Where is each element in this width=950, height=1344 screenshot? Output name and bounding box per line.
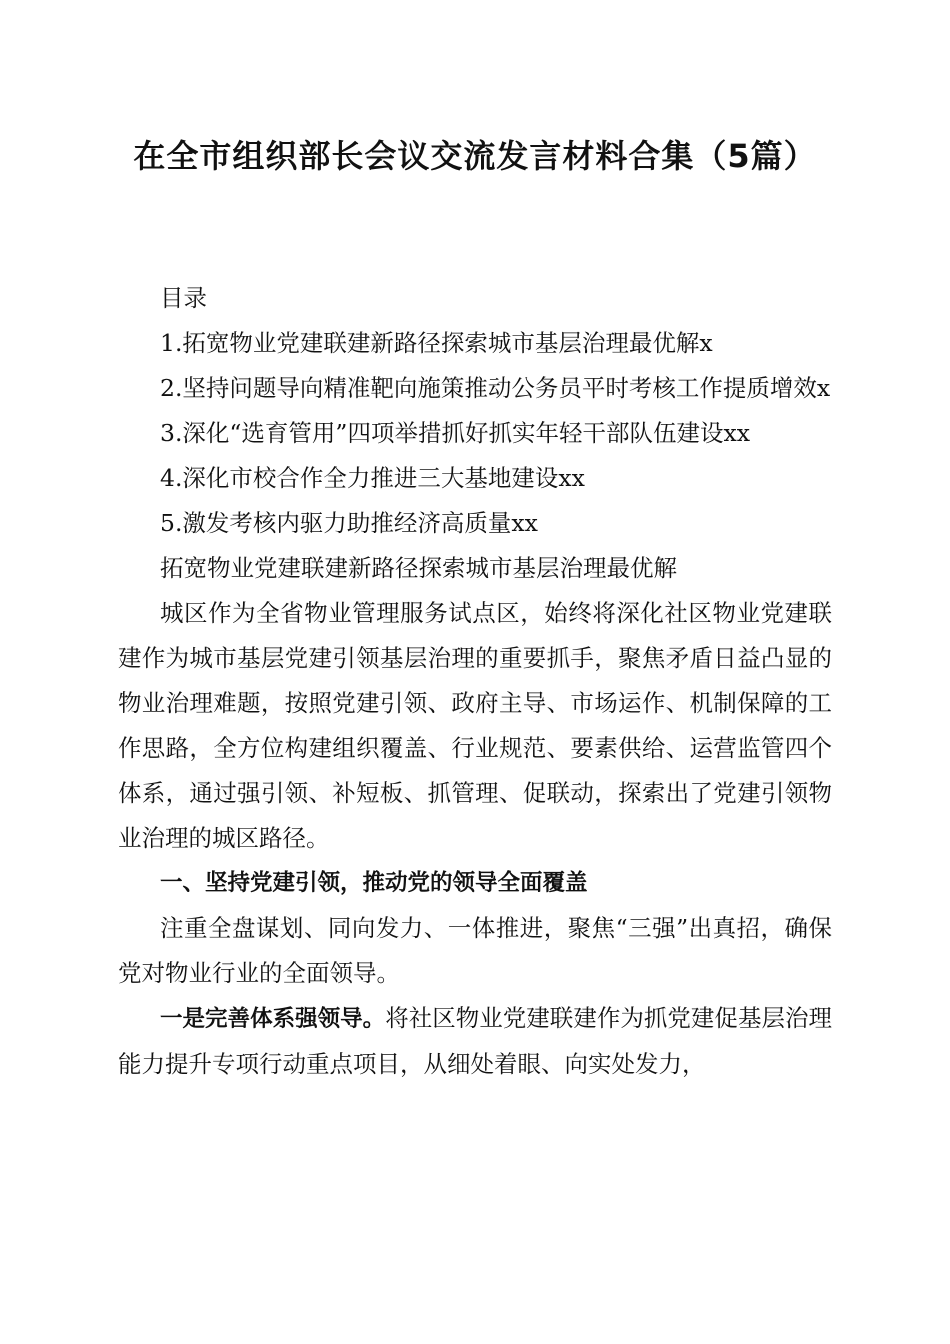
point-text-1: 将社区物业党建联建作为抓党建促基层治理能力提升专项行动重点项目，从细处着眼、向实处发力， bbox=[118, 1004, 832, 1078]
point-paragraph-1 bbox=[118, 996, 832, 1087]
section-heading-1: 一、坚持党建引领，推动党的领导全面覆盖 bbox=[160, 870, 588, 896]
document-title: 在全市组织部长会议交流发言材料合集（5篇） bbox=[133, 137, 817, 175]
article-title: 拓宽物业党建联建新路径探索城市基层治理最优解 bbox=[160, 554, 677, 582]
document-body bbox=[118, 276, 832, 1087]
toc-item-3: 3.深化“选育管用”四项举措抓好抓实年轻干部队伍建设xx bbox=[160, 419, 750, 447]
toc-label: 目录 bbox=[160, 284, 207, 312]
section-paragraph-1: 注重全盘谋划、同向发力、一体推进，聚焦“三强”出真招，确保党对物业行业的全面领导。 bbox=[118, 914, 832, 987]
toc-item-2: 2.坚持问题导向精准靶向施策推动公务员平时考核工作提质增效x bbox=[160, 374, 831, 402]
toc-item-5: 5.激发考核内驱力助推经济高质量xx bbox=[160, 509, 538, 537]
intro-paragraph: 城区作为全省物业管理服务试点区，始终将深化社区物业党建联建作为城市基层党建引领基层治理的重要抓手，聚焦矛盾日益凸显的物业治理难题，按照党建引领、政府主导、市场运作、机制保障的工作思路，全方位构建组织覆盖、行业规范、要素供给、运营监管四个体系，通过强引领、补短板、抓管理、促联动，探索出了党建引领物业治理的城区路径。 bbox=[118, 599, 832, 852]
toc-item-1: 1.拓宽物业党建联建新路径探索城市基层治理最优解x bbox=[160, 329, 713, 357]
point-lead-1: 一是完善体系强领导。 bbox=[160, 1006, 386, 1032]
toc-item-4: 4.深化市校合作全力推进三大基地建设xx bbox=[160, 464, 585, 492]
